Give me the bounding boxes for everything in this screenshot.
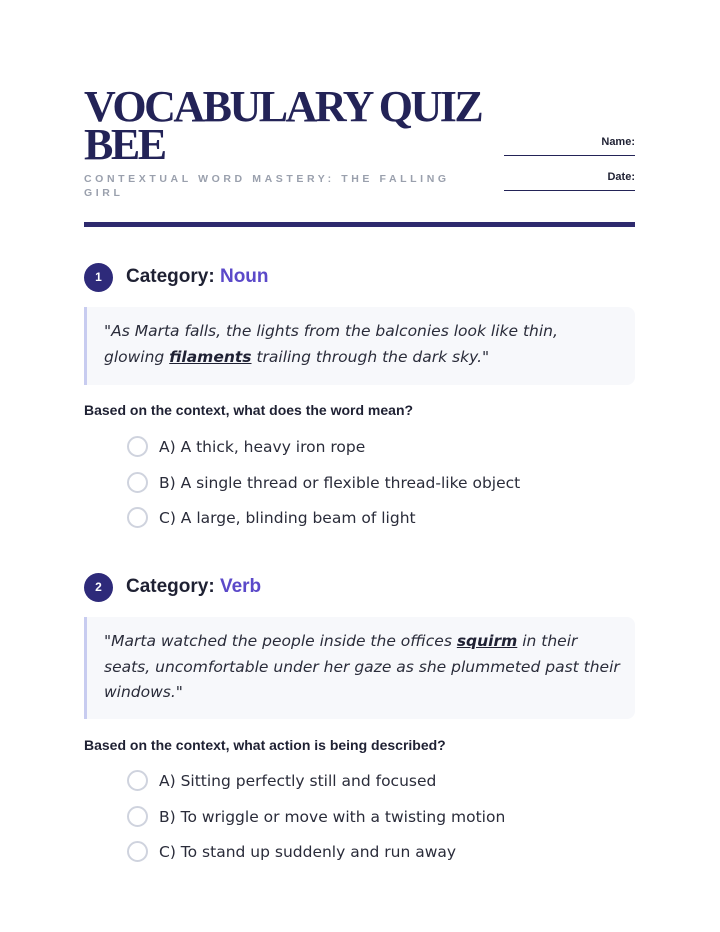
page-subtitle: CONTEXTUAL WORD MASTERY: THE FALLING GIRL <box>84 173 450 199</box>
title-line-2: BEE <box>84 120 165 169</box>
name-field[interactable] <box>504 136 635 156</box>
context-quote <box>84 307 635 385</box>
category-row <box>84 573 635 601</box>
question-number-badge: 1 <box>84 263 113 292</box>
option-label: A) Sitting perfectly still and focused <box>159 772 437 790</box>
vocabulary-word: filaments <box>169 347 252 366</box>
question-prompt: Based on the context, what does the word mean? <box>84 402 414 418</box>
question-2 <box>84 573 635 861</box>
page-title <box>84 82 484 169</box>
quote-text-after: in their seats, uncomfortable under her gaze as she plummeted past their windows." <box>104 632 620 701</box>
category-label: Category: <box>126 266 215 287</box>
option-label: B) To wriggle or move with a twisting motion <box>159 807 506 826</box>
category-row <box>84 263 635 291</box>
name-label: Name: <box>601 136 635 148</box>
option-label: C) A large, blinding beam of light <box>159 509 416 527</box>
radio-button[interactable] <box>127 507 148 528</box>
option-label: C) To stand up suddenly and run away <box>159 843 457 861</box>
question-number-badge: 2 <box>84 573 113 602</box>
question-prompt: Based on the context, what action is being described? <box>84 737 446 753</box>
quote-text-before: "Marta watched the people inside the offices <box>104 632 457 650</box>
header-divider <box>84 222 635 227</box>
category-value: Verb <box>219 576 262 597</box>
quote-text-after: trailing through the dark sky." <box>251 347 490 366</box>
category-heading <box>126 264 269 290</box>
radio-button[interactable] <box>127 472 148 493</box>
question-1 <box>84 263 635 527</box>
category-value: Noun <box>219 266 269 287</box>
category-label: Category: <box>126 576 215 597</box>
date-field[interactable] <box>504 171 635 191</box>
radio-button[interactable] <box>127 436 148 457</box>
quote-text-before: "As Marta falls, the lights from the balconies look like thin, glowing <box>104 322 558 366</box>
date-label: Date: <box>607 171 635 183</box>
radio-button[interactable] <box>127 770 148 791</box>
context-quote <box>84 617 635 719</box>
option-label: B) A single thread or flexible thread-like object <box>159 473 521 492</box>
radio-button[interactable] <box>127 806 148 827</box>
radio-button[interactable] <box>127 841 148 862</box>
category-heading <box>126 574 261 600</box>
vocabulary-word: squirm <box>456 632 518 650</box>
title-line-1: VOCABULARY QUIZ <box>84 82 482 131</box>
option-label: A) A thick, heavy iron rope <box>159 438 366 456</box>
